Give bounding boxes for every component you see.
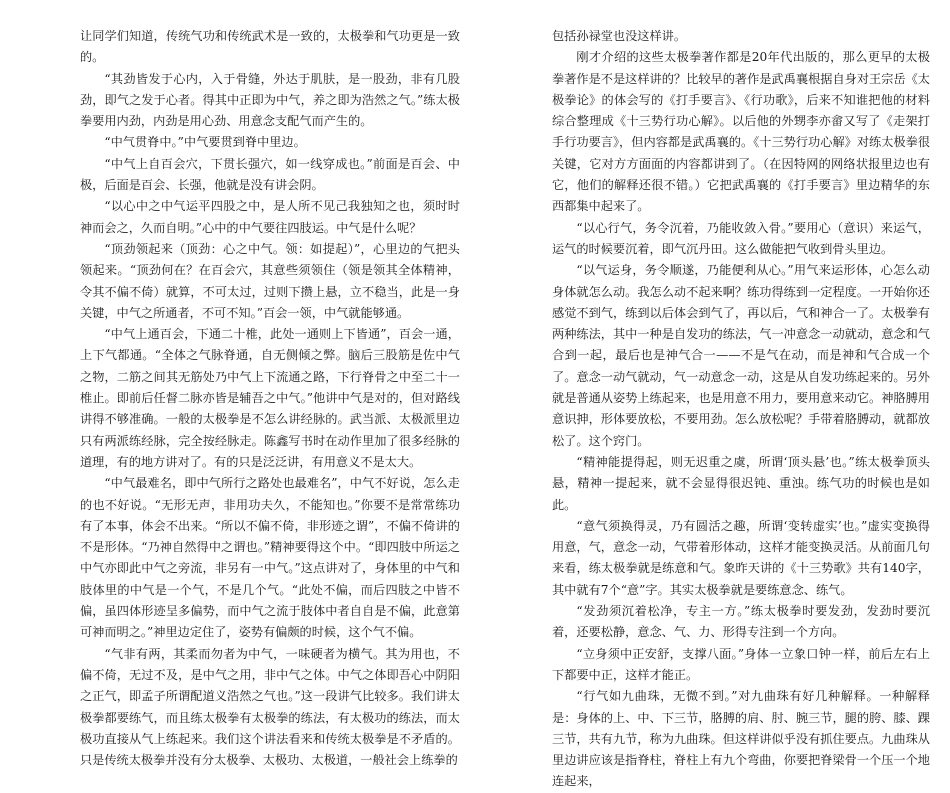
left-paragraph-3: “中气贯脊中。”中气要贯到脊中里边。 [104,135,306,150]
left-paragraph-4: “中气上自百会穴，下贯长强穴，如一线穿成也。”前面是百会、中极，后面是百会、长强，他就是没有讲会阴。 [80,156,460,193]
right-paragraph-4: “以气运身，务令顺遂，乃能便利从心。”用气来运形体，心怎么动身体就怎么动。我怎么动不起来啊？练功得练到一定程度。一开始你还感觉不到气，练到以后体会到气了，再以后，气和神合一了。太极拳有两种练法，其中一种是自发功的练法，气一冲意念一动就动，意念和气合到一起，最后也是神气合一——不是气在动，而是神和气合成一个了。意念一动气就动，气一动意念一动，这是从自发功练起来的。另外就是普通从姿势上练起来，也是用意不用力，要用意来动它。神胳膊用意识抻，形体要放松，不要用劲。怎么放松呢？手带着胳膊动，就都放松了。这个窍门。 [552,263,930,448]
right-paragraph-9: “行气如九曲珠，无微不到。”对九曲珠有好几种解释。一种解释是：身体的上、中、下三节，胳膊的肩、肘、腕三节，腿的胯、膝、踝三节，共有九节，称为九曲珠。但这样讲似乎没有抓住要点。九曲珠从里边讲应该是指脊柱，脊柱上有九个弯曲，你要把脊梁骨一个压一个地连起来， [552,689,930,789]
right-paragraph-3: “以心行气，务令沉着，乃能收敛入骨。”要用心（意识）来运气，运气的时候要沉着，即气沉丹田。这么做能把气收到骨头里边。 [552,220,930,256]
left-paragraph-8: “中气最难名，即中气所行之路处也最难名”，中气不好说，怎么走的也不好说。“无形无声，非用功夫久，不能知也。”你要不是常常练功有了本事，体会不出来。“所以不偏不倚，非形迹之谓”，不偏不倚讲的不是形体。“乃神自然得中之谓也。”精神要得这个中。“即四肢中所运之中气亦即此中气之旁流，非另有一中气。”这点讲对了，身体里的中气和肢体里的中气是一个气，不是几个气。“此处不偏，而后四肢之中皆不偏，虽四体形迹呈多偏势，而中气之流于肢体中者自自是不偏，此意第可神而明之。”神里边定住了，姿势有偏颇的时候，这个气不偏。 [80,476,460,640]
left-paragraph-6: “顶劲领起来（顶劲：心之中气。领：如提起）”，心里边的气把头领起来。“顶劲何在？在百会穴，其意些须领住（领是领其全体精神，令其不偏不倚）就算，不可太过，过则下攒上悬，立不稳当，此是一身关键，中气之所通者，不可不知。”百会一领，中气就能够通。 [80,241,460,320]
left-paragraph-5: “以心中之中气运平四股之中，是人所不见己我独知之也，须时时神而会之，久而自明。”心中的中气要往四肢运。中气是什么呢？ [80,199,460,235]
right-paragraph-1: 包括孙禄堂也没这样讲。 [552,29,687,43]
right-paragraph-6: “意气须换得灵，乃有圆活之趣，所谓‘变转虚实’也。”虚实变换得用意，气，意念一动，气带着形体动，这样才能变换灵活。从前面几句来看，练太极拳就是练意和气。象昨天讲的《十三势歌》共有140字，其中就有7个“意”字。其实太极拳就是要练意念、练气。 [552,518,930,597]
right-paragraph-8: “立身须中正安舒，支撑八面。”身体一立象口钟一样，前后左右上下都要中正，这样才能正。 [552,646,930,682]
left-paragraph-1: 让同学们知道，传统气功和传统武术是一致的，太极拳和气功更是一致的。 [80,29,460,65]
right-paragraph-5: “精神能提得起，则无迟重之虞，所谓‘顶头悬’也。”练太极拳顶头悬，精神一提起来，就不会显得很迟钝、重浊。练气功的时候也是如此。 [552,454,930,512]
left-paragraph-9: “气非有两，其柔而勿者为中气，一味硬者为横气。其为用也，不偏不倚，无过不及，是中气之用，非中气之体。中气之体即吾心中阴阳之正气，即孟子所谓配道义浩然之气也。”这一段讲气比较多。我们讲太极拳都要练气，而且练太极拳有太极拳的练法，有太极功的练法，而太极功直接从气上练起来。我们这个讲法看来和传统太极拳是不矛盾的。只是传统太极拳并没有分太极拳、太极功、太极道，一般社会上练拳的 [80,646,460,768]
right-paragraph-7: “发劲须沉着松净，专主一方。”练太极拳时要发劲，发劲时要沉着，还要松静，意念、气、力、形得专注到一个方向。 [552,604,930,640]
right-paragraph-2: 刚才介绍的这些太极拳著作都是20年代出版的，那么更早的太极拳著作是不是这样讲的？比较早的著作是武禹襄根据自身对王宗岳《太极拳论》的体会写的《打手要言》、《行功歌》，后来不知谁把他的材料综合整理成《十三势行功心解》。以后他的外甥李亦畲又写了《走架打手行功要言》，但内容都是武禹襄的。《十三势行功心解》对练太极拳很关键，它对方方面面的内容都讲到了。（在因特网的网络状报里边也有它，他们的解释还很不错。）它把武禹襄的《打手要言》里边精华的东西都集中起来了。 [552,50,930,214]
left-paragraph-7: “中气上通百会，下通二十椎，此处一通则上下皆通”，百会一通，上下气都通。“全体之气脉脊通，自无侧倾之弊。脑后三股筋是佐中气之物，二筋之间其无筋处乃中气上下流通之路，下行脊骨之中至二十一椎止。即前后任督二脉亦皆是辅吾之中气。”他讲中气是对的，但对路线讲得不够准确。一般的太极拳是不怎么讲经脉的。武当派、太极派里边只有两派练经脉，完全按经脉走。陈鑫写书时在动作里加了很多经脉的道理，有的地方讲对了。有的只是泛泛讲，有用意义不是太大。 [80,327,460,469]
left-paragraph-2: “其劲皆发于心内，入于骨缝，外达于肌肤，是一股劲，非有几股劲，即气之发于心者。得其中正即为中气，养之即为浩然之气。”练太极拳要用内劲，内劲是用心劲、用意念支配气而产生的。 [80,71,460,129]
right-column [552,26,930,793]
left-column [80,26,460,771]
